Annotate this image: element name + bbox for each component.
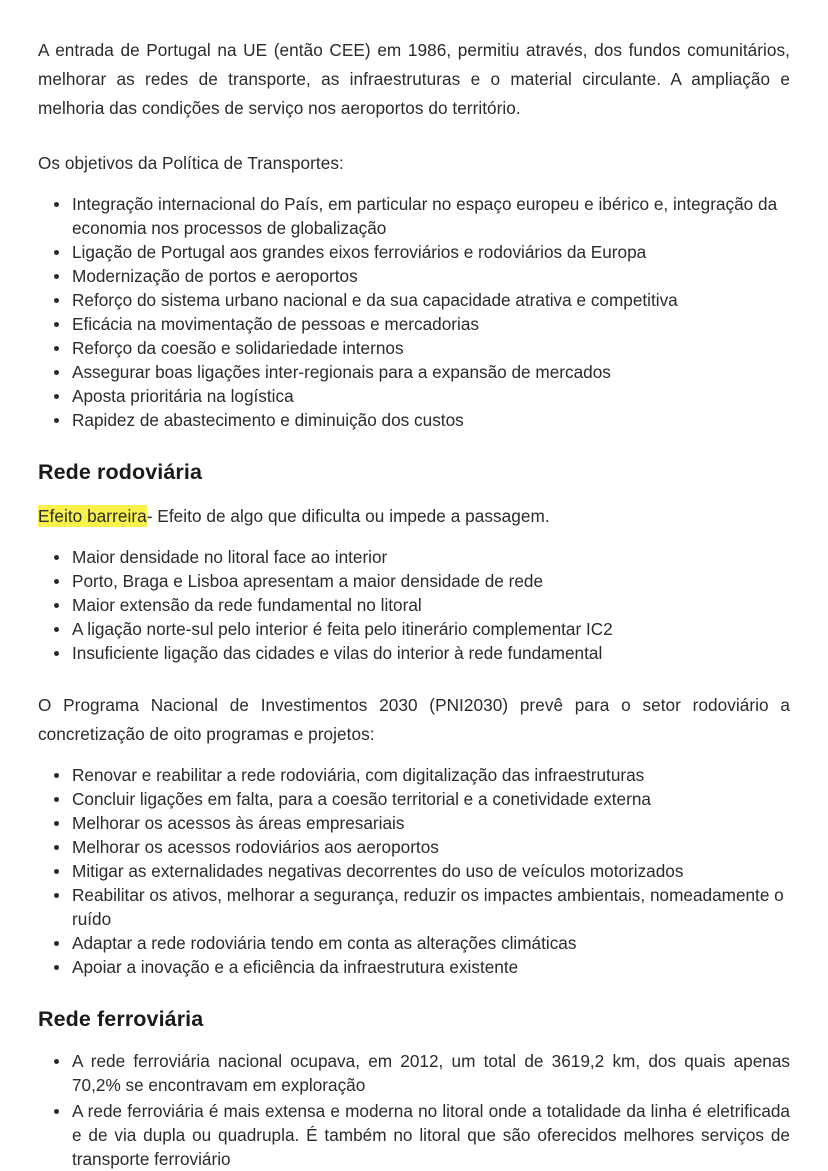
list-item: Reforço da coesão e solidariedade internos	[38, 336, 790, 360]
list-item: Apoiar a inovação e a eficiência da infraestrutura existente	[38, 955, 790, 979]
list-item: Melhorar os acessos rodoviários aos aeroportos	[38, 835, 790, 859]
list-item: Rapidez de abastecimento e diminuição dos custos	[38, 408, 790, 432]
highlighted-term: Efeito barreira	[38, 506, 147, 526]
definition-efeito-barreira	[38, 502, 790, 531]
list-objetivos-politica-transportes	[38, 192, 790, 432]
list-item: A ligação norte-sul pelo interior é feita pelo itinerário complementar IC2	[38, 617, 790, 641]
list-item: Renovar e reabilitar a rede rodoviária, com digitalização das infraestruturas	[38, 763, 790, 787]
list-item: Porto, Braga e Lisboa apresentam a maior densidade de rede	[38, 569, 790, 593]
list-item: Mitigar as externalidades negativas decorrentes do uso de veículos motorizados	[38, 859, 790, 883]
list-item: Maior densidade no litoral face ao interior	[38, 545, 790, 569]
list-item: Assegurar boas ligações inter-regionais para a expansão de mercados	[38, 360, 790, 384]
list-item: Integração internacional do País, em particular no espaço europeu e ibérico e, integração da economia nos processos de globalização	[38, 192, 790, 240]
list-item: Adaptar a rede rodoviária tendo em conta as alterações climáticas	[38, 931, 790, 955]
list-programas-projetos-rodoviarios	[38, 763, 790, 979]
list-item: A rede ferroviária é mais extensa e moderna no litoral onde a totalidade da linha é eletrificada e de via dupla ou quadrupla. É também no litoral que são oferecidos melhores serviços de transporte ferroviário	[38, 1099, 790, 1171]
list-item: Concluir ligações em falta, para a coesão territorial e a conetividade externa	[38, 787, 790, 811]
list-item: Melhorar os acessos às áreas empresariais	[38, 811, 790, 835]
section-heading-rede-rodoviaria: Rede rodoviária	[38, 460, 202, 484]
list-item: Reforço do sistema urbano nacional e da sua capacidade atrativa e competitiva	[38, 288, 790, 312]
list-item: Ligação de Portugal aos grandes eixos ferroviários e rodoviários da Europa	[38, 240, 790, 264]
paragraph-pni2030: O Programa Nacional de Investimentos 2030 (PNI2030) prevê para o setor rodoviário a concretização de oito programas e projetos:	[38, 695, 790, 744]
section-heading-rede-ferroviaria: Rede ferroviária	[38, 1007, 204, 1031]
list-item: Eficácia na movimentação de pessoas e mercadorias	[38, 312, 790, 336]
intro-paragraph-objetivos-label: Os objetivos da Política de Transportes:	[38, 153, 344, 173]
list-rede-ferroviaria	[38, 1049, 790, 1171]
list-item: Insuficiente ligação das cidades e vilas do interior à rede fundamental	[38, 641, 790, 665]
definition-separator: -	[146, 506, 153, 526]
list-item: Maior extensão da rede fundamental no litoral	[38, 593, 790, 617]
definition-text: Efeito de algo que dificulta ou impede a passagem.	[152, 506, 550, 526]
list-caracteristicas-rede-rodoviaria	[38, 545, 790, 665]
list-item: A rede ferroviária nacional ocupava, em 2012, um total de 3619,2 km, dos quais apenas 70,2% se encontravam em exploração	[38, 1049, 790, 1097]
document-body	[38, 36, 790, 1171]
list-item: Modernização de portos e aeroportos	[38, 264, 790, 288]
list-item: Reabilitar os ativos, melhorar a segurança, reduzir os impactes ambientais, nomeadamente o ruído	[38, 883, 790, 931]
intro-paragraph-ue: A entrada de Portugal na UE (então CEE) em 1986, permitiu através, dos fundos comunitários, melhorar as redes de transporte, as infraestruturas e o material circulante. A ampliação e melhoria das condições de serviço nos aeroportos do território.	[38, 40, 790, 118]
list-item: Aposta prioritária na logística	[38, 384, 790, 408]
